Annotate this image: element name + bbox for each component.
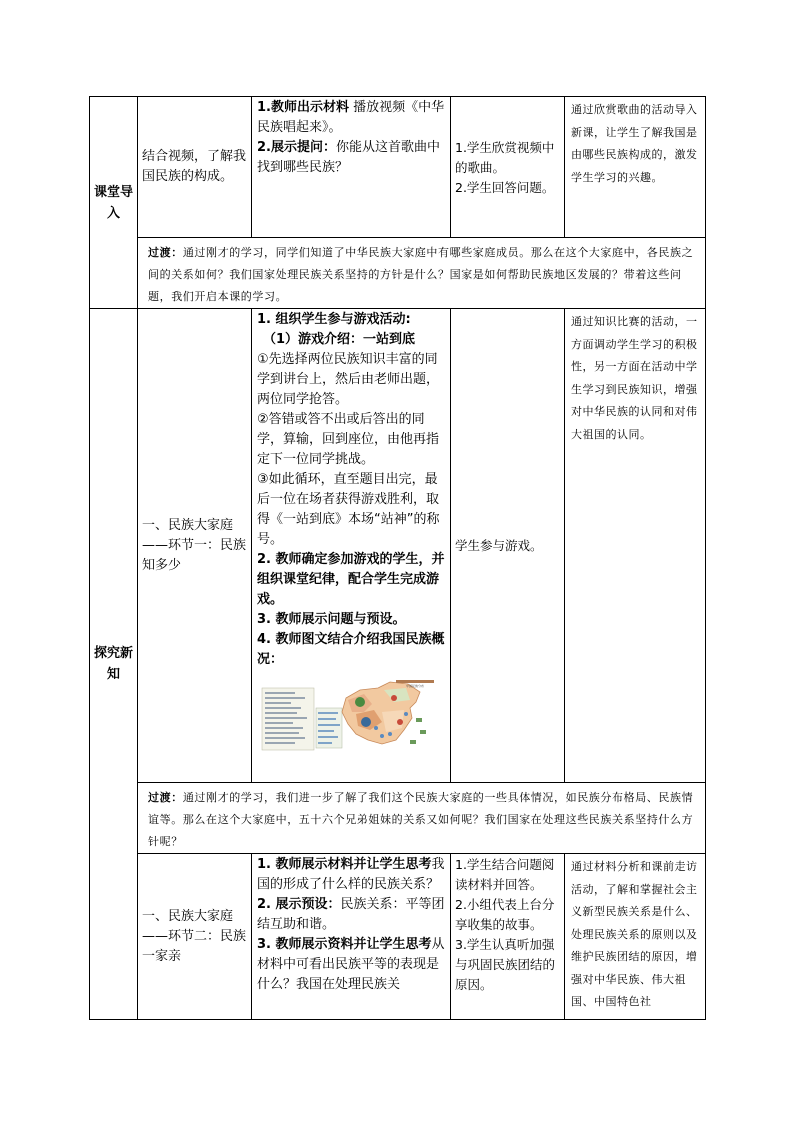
student2-item-2: 2.小组代表上台分享收集的故事。 [455,897,555,932]
transition-text: 通过刚才的学习，同学们知道了中华民族大家庭中有哪些家庭成员。那么在这个大家庭中，各民族之间的关系如何？我们国家处理民族关系坚持的方针是什么？国家是如何帮助民族地区发展的？带着这些问题，我们开启本课的学习。 [148,246,694,303]
teacher-step-1-1: （1）游戏介绍：一站到底 [263,332,416,347]
teacher2-item-2: 2. 展示预设：民族关系：平等团结互助和谐。 [257,897,445,932]
stage-explore-label: 探究新知 [93,646,133,682]
teacher-intro [252,97,451,238]
teacher2-item-1: 1. 教师展示材料并让学生思考我国的形成了什么样的民族关系？ [257,857,445,892]
teacher-step-b: ②答错或答不出或后答出的同学，算输，回到座位，由他再指定下一位同学挑战。 [257,412,440,467]
explore-row-2 [90,854,706,1020]
goal-intro: 结合视频，了解我国民族的构成。 [138,97,252,238]
transition-text: 通过刚才的学习，我们进一步了解了我们这个民族大家庭的一些具体情况，如民族分布格局、民族情谊等。那么在这个大家庭中，五十六个兄弟姐妹的关系又如何呢？我们国家在处理这些民族关系坚持什么方针呢？ [148,791,694,848]
teacher-step-4: 4. 教师图文结合介绍我国民族概况： [257,632,445,667]
lesson-plan-table [89,96,706,1020]
student-explore-1: 学生参与游戏。 [451,309,565,783]
teacher-step-3: 3. 教师展示问题与预设。 [257,612,406,627]
student-intro-item-2: 2.学生回答问题。 [455,179,555,195]
intent-explore-1: 通过知识比赛的活动，一方面调动学生学习的积极性，另一方面在活动中学生学习到民族知识，增强对中华民族的认同和对伟大祖国的认同。 [565,309,706,783]
teacher-step-a: ①先选择两位民族知识丰富的同学到讲台上，然后由老师出题，两位同学抢答。 [257,352,440,407]
stage-intro [90,97,138,309]
goal-explore-2: 一、民族大家庭——环节二：民族一家亲 [138,854,252,1020]
teacher-intro-item-2: 2.展示提问：你能从这首歌曲中找到哪些民族？ [257,140,440,175]
stage-intro-label: 课堂导入 [93,184,133,221]
transition-explore [138,783,706,854]
student-intro [451,97,565,238]
teacher-step-1: 1. 组织学生参与游戏活动: [257,312,411,327]
student2-item-3: 3.学生认真听加强与巩固民族团结的原因。 [455,937,556,992]
transition-intro [138,238,706,309]
goal-explore-1: 一、民族大家庭——环节一：民族知多少 [138,309,252,783]
intro-row [90,97,706,238]
student-explore-2 [451,854,565,1020]
stage-explore [90,309,138,1020]
teacher2-item-3: 3. 教师展示资料并让学生思考从材料中可看出民族平等的表现是什么？我国在处理民族关 [257,937,445,992]
student2-item-1: 1.学生结合问题阅读材料并回答。 [455,857,555,892]
explore-row-1 [90,309,706,783]
explore-transition-row [90,783,706,854]
teacher-step-c: ③如此循环，直至题目出完，最后一位在场者获得游戏胜利，取得《一站到底》本场“站神”的称号。 [257,472,440,547]
china-ethnic-map-image [260,678,436,754]
teacher-intro-item-1: 1.教师出示材料 播放视频《中华民族唱起来》。 [257,100,445,135]
transition-label: 过渡： [148,246,183,259]
teacher-step-2: 2. 教师确定参加游戏的学生，并组织课堂纪律，配合学生完成游戏。 [257,552,445,607]
map-illustration [260,678,436,754]
student-intro-item-1: 1.学生欣赏视频中的歌曲。 [455,139,555,175]
intro-transition-row [90,238,706,309]
transition-label: 过渡： [148,791,183,804]
intent-explore-2: 通过材料分析和课前走访活动，了解和掌握社会主义新型民族关系是什么、处理民族关系的原则以及维护民族团结的原因，增强对中华民族、伟大祖国、中国特色社 [565,854,706,1020]
intent-intro: 通过欣赏歌曲的活动导入新课，让学生了解我国是由哪些民族构成的，激发学生学习的兴趣。 [565,97,706,238]
map-caption: 中国民族分布 [406,684,425,688]
teacher-explore-2 [252,854,451,1020]
teacher-explore-1 [252,309,451,783]
